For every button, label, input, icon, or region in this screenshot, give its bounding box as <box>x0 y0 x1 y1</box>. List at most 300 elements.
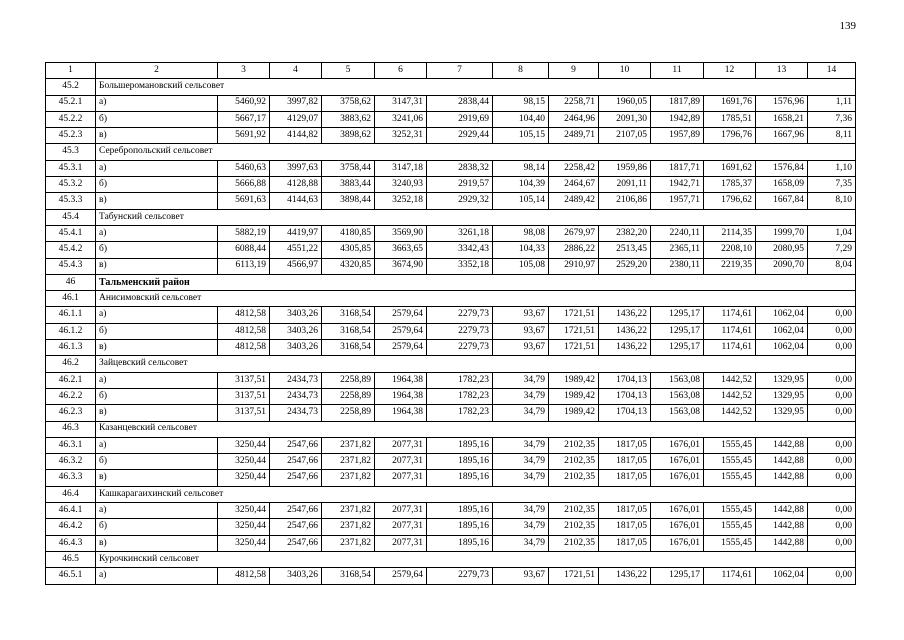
value-cell: 2371,82 <box>322 535 375 551</box>
value-cell: 2547,66 <box>270 470 322 486</box>
value-cell: 2102,35 <box>549 503 599 519</box>
value-cell: 2434,73 <box>270 388 322 404</box>
value-cell: 2838,32 <box>427 160 493 176</box>
value-cell: 1,04 <box>808 225 856 241</box>
value-cell: 1295,17 <box>651 307 704 323</box>
value-cell: 105,08 <box>493 258 549 274</box>
row-code-cell: 46.2.2 <box>46 388 96 404</box>
value-cell: 2077,31 <box>375 503 427 519</box>
value-cell: 3403,26 <box>270 568 322 584</box>
value-cell: 0,00 <box>808 340 856 356</box>
value-cell: 1959,86 <box>599 160 651 176</box>
value-cell: 1817,05 <box>599 454 651 470</box>
value-cell: 2219,35 <box>704 258 756 274</box>
value-cell: 1329,95 <box>756 388 808 404</box>
value-cell: 0,00 <box>808 519 856 535</box>
header-cell: 2 <box>96 63 218 79</box>
header-cell: 13 <box>756 63 808 79</box>
value-cell: 3147,31 <box>375 95 427 111</box>
value-cell: 3168,54 <box>322 340 375 356</box>
value-cell: 8,10 <box>808 193 856 209</box>
value-cell: 2077,31 <box>375 535 427 551</box>
value-cell: 1295,17 <box>651 568 704 584</box>
value-cell: 7,29 <box>808 242 856 258</box>
value-cell: 1563,08 <box>651 388 704 404</box>
value-cell: 0,00 <box>808 405 856 421</box>
row-code-cell: 45.4 <box>46 209 96 225</box>
value-cell: 104,39 <box>493 177 549 193</box>
value-cell: 1817,05 <box>599 437 651 453</box>
council-name: Зайцевский сельсовет <box>96 356 856 372</box>
value-cell: 34,79 <box>493 503 549 519</box>
value-cell: 3997,63 <box>270 160 322 176</box>
value-cell: 2091,11 <box>599 177 651 193</box>
header-cell: 7 <box>427 63 493 79</box>
value-cell: 1957,71 <box>651 193 704 209</box>
value-cell: 1817,89 <box>651 95 704 111</box>
value-cell: 2547,66 <box>270 503 322 519</box>
value-cell: 2077,31 <box>375 437 427 453</box>
row-code-cell: 46.1 <box>46 291 96 307</box>
value-cell: 2371,82 <box>322 470 375 486</box>
row-code-cell: 45.4.2 <box>46 242 96 258</box>
value-cell: 1960,05 <box>599 95 651 111</box>
value-cell: 3137,51 <box>218 388 270 404</box>
table-row <box>46 535 856 551</box>
value-cell: 3137,51 <box>218 372 270 388</box>
row-code-cell: 46.2.3 <box>46 405 96 421</box>
value-cell: 8,04 <box>808 258 856 274</box>
district-row <box>46 274 856 290</box>
value-cell: 2279,73 <box>427 568 493 584</box>
row-variant-cell: а) <box>96 437 218 453</box>
value-cell: 1062,04 <box>756 323 808 339</box>
row-code-cell: 45.4.3 <box>46 258 96 274</box>
value-cell: 4812,58 <box>218 340 270 356</box>
value-cell: 34,79 <box>493 388 549 404</box>
value-cell: 34,79 <box>493 470 549 486</box>
value-cell: 1174,61 <box>704 568 756 584</box>
value-cell: 3569,90 <box>375 225 427 241</box>
value-cell: 2258,89 <box>322 372 375 388</box>
value-cell: 1295,17 <box>651 323 704 339</box>
value-cell: 2106,86 <box>599 193 651 209</box>
value-cell: 3250,44 <box>218 470 270 486</box>
value-cell: 1721,51 <box>549 340 599 356</box>
value-cell: 4144,63 <box>270 193 322 209</box>
value-cell: 3758,44 <box>322 160 375 176</box>
value-cell: 1442,88 <box>756 470 808 486</box>
row-variant-cell: в) <box>96 340 218 356</box>
value-cell: 2579,64 <box>375 323 427 339</box>
value-cell: 1817,05 <box>599 519 651 535</box>
table-row <box>46 568 856 584</box>
value-cell: 93,67 <box>493 568 549 584</box>
value-cell: 1062,04 <box>756 340 808 356</box>
value-cell: 3352,18 <box>427 258 493 274</box>
value-cell: 3883,44 <box>322 177 375 193</box>
value-cell: 1895,16 <box>427 519 493 535</box>
value-cell: 0,00 <box>808 568 856 584</box>
value-cell: 1442,88 <box>756 535 808 551</box>
value-cell: 3997,82 <box>270 95 322 111</box>
table-row <box>46 372 856 388</box>
header-cell: 4 <box>270 63 322 79</box>
value-cell: 0,00 <box>808 470 856 486</box>
value-cell: 1895,16 <box>427 437 493 453</box>
value-cell: 3250,44 <box>218 519 270 535</box>
value-cell: 1796,76 <box>704 128 756 144</box>
row-code-cell: 46.3.2 <box>46 454 96 470</box>
row-variant-cell: в) <box>96 535 218 551</box>
value-cell: 1942,89 <box>651 111 704 127</box>
value-cell: 3168,54 <box>322 323 375 339</box>
value-cell: 4144,82 <box>270 128 322 144</box>
value-cell: 0,00 <box>808 535 856 551</box>
row-variant-cell: а) <box>96 225 218 241</box>
value-cell: 4180,85 <box>322 225 375 241</box>
value-cell: 1329,95 <box>756 372 808 388</box>
value-cell: 1174,61 <box>704 340 756 356</box>
row-code-cell: 46.4.3 <box>46 535 96 551</box>
value-cell: 1563,08 <box>651 372 704 388</box>
value-cell: 2240,11 <box>651 225 704 241</box>
value-cell: 1436,22 <box>599 307 651 323</box>
value-cell: 1555,45 <box>704 535 756 551</box>
value-cell: 3342,43 <box>427 242 493 258</box>
value-cell: 2434,73 <box>270 372 322 388</box>
value-cell: 1989,42 <box>549 388 599 404</box>
value-cell: 2380,11 <box>651 258 704 274</box>
row-variant-cell: в) <box>96 470 218 486</box>
value-cell: 1555,45 <box>704 454 756 470</box>
table-row <box>46 405 856 421</box>
value-cell: 4419,97 <box>270 225 322 241</box>
row-variant-cell: в) <box>96 128 218 144</box>
row-variant-cell: а) <box>96 160 218 176</box>
row-code-cell: 46.1.2 <box>46 323 96 339</box>
row-variant-cell: а) <box>96 372 218 388</box>
value-cell: 1442,88 <box>756 437 808 453</box>
value-cell: 1442,52 <box>704 388 756 404</box>
row-code-cell: 46.4.2 <box>46 519 96 535</box>
row-code-cell: 45.3.1 <box>46 160 96 176</box>
value-cell: 1436,22 <box>599 323 651 339</box>
value-cell: 2279,73 <box>427 340 493 356</box>
value-cell: 1721,51 <box>549 307 599 323</box>
row-code-cell: 46.2.1 <box>46 372 96 388</box>
value-cell: 8,11 <box>808 128 856 144</box>
value-cell: 104,33 <box>493 242 549 258</box>
value-cell: 2077,31 <box>375 470 427 486</box>
value-cell: 1964,38 <box>375 388 427 404</box>
value-cell: 2529,20 <box>599 258 651 274</box>
row-variant-cell: а) <box>96 95 218 111</box>
value-cell: 1062,04 <box>756 568 808 584</box>
row-code-cell: 46.5.1 <box>46 568 96 584</box>
value-cell: 1,10 <box>808 160 856 176</box>
value-cell: 2679,97 <box>549 225 599 241</box>
table-row <box>46 388 856 404</box>
table-row <box>46 177 856 193</box>
table-row <box>46 307 856 323</box>
value-cell: 4129,07 <box>270 111 322 127</box>
row-variant-cell: б) <box>96 519 218 535</box>
value-cell: 1796,62 <box>704 193 756 209</box>
header-cell: 11 <box>651 63 704 79</box>
council-row <box>46 144 856 160</box>
council-name: Серебропольский сельсовет <box>96 144 856 160</box>
value-cell: 5460,63 <box>218 160 270 176</box>
value-cell: 2547,66 <box>270 519 322 535</box>
value-cell: 34,79 <box>493 437 549 453</box>
value-cell: 3674,90 <box>375 258 427 274</box>
table-row <box>46 323 856 339</box>
table-row <box>46 128 856 144</box>
value-cell: 1295,17 <box>651 340 704 356</box>
value-cell: 1442,88 <box>756 519 808 535</box>
council-row <box>46 421 856 437</box>
value-cell: 93,67 <box>493 307 549 323</box>
council-name: Большеромановский сельсовет <box>96 79 856 95</box>
value-cell: 3883,62 <box>322 111 375 127</box>
value-cell: 3168,54 <box>322 307 375 323</box>
value-cell: 2464,96 <box>549 111 599 127</box>
table-row <box>46 95 856 111</box>
value-cell: 1442,52 <box>704 405 756 421</box>
row-variant-cell: в) <box>96 405 218 421</box>
value-cell: 1667,84 <box>756 193 808 209</box>
table-row <box>46 160 856 176</box>
value-cell: 1576,84 <box>756 160 808 176</box>
value-cell: 1174,61 <box>704 307 756 323</box>
value-cell: 1676,01 <box>651 519 704 535</box>
value-cell: 1691,76 <box>704 95 756 111</box>
value-cell: 3168,54 <box>322 568 375 584</box>
row-code-cell: 46.3 <box>46 421 96 437</box>
value-cell: 2371,82 <box>322 437 375 453</box>
value-cell: 4812,58 <box>218 568 270 584</box>
council-row <box>46 209 856 225</box>
table-row <box>46 340 856 356</box>
value-cell: 1555,45 <box>704 503 756 519</box>
row-variant-cell: в) <box>96 193 218 209</box>
value-cell: 0,00 <box>808 437 856 453</box>
value-cell: 98,08 <box>493 225 549 241</box>
district-name: Тальменский район <box>96 274 856 290</box>
value-cell: 6088,44 <box>218 242 270 258</box>
page-number: 139 <box>839 20 856 32</box>
value-cell: 2077,31 <box>375 519 427 535</box>
council-row <box>46 356 856 372</box>
row-code-cell: 45.3.3 <box>46 193 96 209</box>
value-cell: 3137,51 <box>218 405 270 421</box>
value-cell: 1,11 <box>808 95 856 111</box>
row-variant-cell: б) <box>96 388 218 404</box>
value-cell: 2091,30 <box>599 111 651 127</box>
value-cell: 2838,44 <box>427 95 493 111</box>
value-cell: 34,79 <box>493 372 549 388</box>
row-code-cell: 46.4 <box>46 486 96 502</box>
value-cell: 1555,45 <box>704 470 756 486</box>
table-row <box>46 454 856 470</box>
value-cell: 1563,08 <box>651 405 704 421</box>
value-cell: 5460,92 <box>218 95 270 111</box>
council-row <box>46 551 856 567</box>
value-cell: 2258,89 <box>322 388 375 404</box>
value-cell: 1667,96 <box>756 128 808 144</box>
value-cell: 2434,73 <box>270 405 322 421</box>
value-cell: 1895,16 <box>427 470 493 486</box>
value-cell: 4812,58 <box>218 307 270 323</box>
row-variant-cell: а) <box>96 503 218 519</box>
value-cell: 6113,19 <box>218 258 270 274</box>
row-variant-cell: в) <box>96 258 218 274</box>
value-cell: 3250,44 <box>218 454 270 470</box>
value-cell: 2258,71 <box>549 95 599 111</box>
value-cell: 5691,92 <box>218 128 270 144</box>
header-cell: 1 <box>46 63 96 79</box>
value-cell: 7,36 <box>808 111 856 127</box>
value-cell: 3250,44 <box>218 437 270 453</box>
row-variant-cell: б) <box>96 242 218 258</box>
value-cell: 1942,71 <box>651 177 704 193</box>
value-cell: 3147,18 <box>375 160 427 176</box>
value-cell: 2090,70 <box>756 258 808 274</box>
row-variant-cell: а) <box>96 568 218 584</box>
table-row <box>46 225 856 241</box>
value-cell: 1785,51 <box>704 111 756 127</box>
value-cell: 2513,45 <box>599 242 651 258</box>
table-row <box>46 519 856 535</box>
value-cell: 3250,44 <box>218 503 270 519</box>
table-row <box>46 242 856 258</box>
header-cell: 12 <box>704 63 756 79</box>
value-cell: 5882,19 <box>218 225 270 241</box>
value-cell: 2279,73 <box>427 307 493 323</box>
council-name: Кашкарагаихинский сельсовет <box>96 486 856 502</box>
value-cell: 1436,22 <box>599 568 651 584</box>
value-cell: 2102,35 <box>549 535 599 551</box>
value-cell: 1989,42 <box>549 405 599 421</box>
value-cell: 2102,35 <box>549 519 599 535</box>
value-cell: 3403,26 <box>270 307 322 323</box>
value-cell: 0,00 <box>808 503 856 519</box>
council-row <box>46 291 856 307</box>
value-cell: 4551,22 <box>270 242 322 258</box>
value-cell: 4566,97 <box>270 258 322 274</box>
value-cell: 98,15 <box>493 95 549 111</box>
council-name: Анисимовский сельсовет <box>96 291 856 307</box>
value-cell: 1782,23 <box>427 405 493 421</box>
row-code-cell: 45.3 <box>46 144 96 160</box>
row-variant-cell: б) <box>96 323 218 339</box>
value-cell: 3758,62 <box>322 95 375 111</box>
value-cell: 1704,13 <box>599 405 651 421</box>
header-cell: 3 <box>218 63 270 79</box>
row-code-cell: 46.1.1 <box>46 307 96 323</box>
value-cell: 1957,89 <box>651 128 704 144</box>
row-code-cell: 46.1.3 <box>46 340 96 356</box>
value-cell: 93,67 <box>493 323 549 339</box>
table-body <box>46 79 856 584</box>
value-cell: 1676,01 <box>651 454 704 470</box>
value-cell: 5691,63 <box>218 193 270 209</box>
value-cell: 1999,70 <box>756 225 808 241</box>
value-cell: 5667,17 <box>218 111 270 127</box>
value-cell: 1817,71 <box>651 160 704 176</box>
value-cell: 2886,22 <box>549 242 599 258</box>
value-cell: 1658,09 <box>756 177 808 193</box>
value-cell: 1555,45 <box>704 519 756 535</box>
value-cell: 2919,57 <box>427 177 493 193</box>
value-cell: 0,00 <box>808 307 856 323</box>
value-cell: 34,79 <box>493 405 549 421</box>
value-cell: 2919,69 <box>427 111 493 127</box>
row-code-cell: 45.2.2 <box>46 111 96 127</box>
value-cell: 3252,18 <box>375 193 427 209</box>
value-cell: 2464,67 <box>549 177 599 193</box>
value-cell: 1576,96 <box>756 95 808 111</box>
header-cell: 5 <box>322 63 375 79</box>
value-cell: 93,67 <box>493 340 549 356</box>
value-cell: 2929,44 <box>427 128 493 144</box>
value-cell: 1704,13 <box>599 388 651 404</box>
council-name: Казанцевский сельсовет <box>96 421 856 437</box>
value-cell: 2102,35 <box>549 470 599 486</box>
row-code-cell: 46.3.3 <box>46 470 96 486</box>
value-cell: 1721,51 <box>549 323 599 339</box>
value-cell: 0,00 <box>808 372 856 388</box>
value-cell: 7,35 <box>808 177 856 193</box>
value-cell: 2371,82 <box>322 503 375 519</box>
value-cell: 1782,23 <box>427 372 493 388</box>
table-row <box>46 437 856 453</box>
row-code-cell: 46.2 <box>46 356 96 372</box>
value-cell: 2080,95 <box>756 242 808 258</box>
value-cell: 34,79 <box>493 519 549 535</box>
value-cell: 4305,85 <box>322 242 375 258</box>
value-cell: 1442,52 <box>704 372 756 388</box>
value-cell: 5666,88 <box>218 177 270 193</box>
value-cell: 1062,04 <box>756 307 808 323</box>
row-code-cell: 46 <box>46 274 96 290</box>
value-cell: 1785,37 <box>704 177 756 193</box>
council-row <box>46 486 856 502</box>
value-cell: 2279,73 <box>427 323 493 339</box>
value-cell: 1555,45 <box>704 437 756 453</box>
value-cell: 1329,95 <box>756 405 808 421</box>
value-cell: 2382,20 <box>599 225 651 241</box>
value-cell: 3663,65 <box>375 242 427 258</box>
council-name: Табунский сельсовет <box>96 209 856 225</box>
value-cell: 1782,23 <box>427 388 493 404</box>
value-cell: 98,14 <box>493 160 549 176</box>
value-cell: 0,00 <box>808 323 856 339</box>
row-code-cell: 45.2.3 <box>46 128 96 144</box>
value-cell: 0,00 <box>808 388 856 404</box>
row-variant-cell: б) <box>96 177 218 193</box>
value-cell: 2547,66 <box>270 454 322 470</box>
value-cell: 2208,10 <box>704 242 756 258</box>
row-code-cell: 45.3.2 <box>46 177 96 193</box>
value-cell: 1964,38 <box>375 405 427 421</box>
table-row <box>46 111 856 127</box>
value-cell: 1442,88 <box>756 454 808 470</box>
value-cell: 3252,31 <box>375 128 427 144</box>
header-cell: 6 <box>375 63 427 79</box>
value-cell: 4320,85 <box>322 258 375 274</box>
